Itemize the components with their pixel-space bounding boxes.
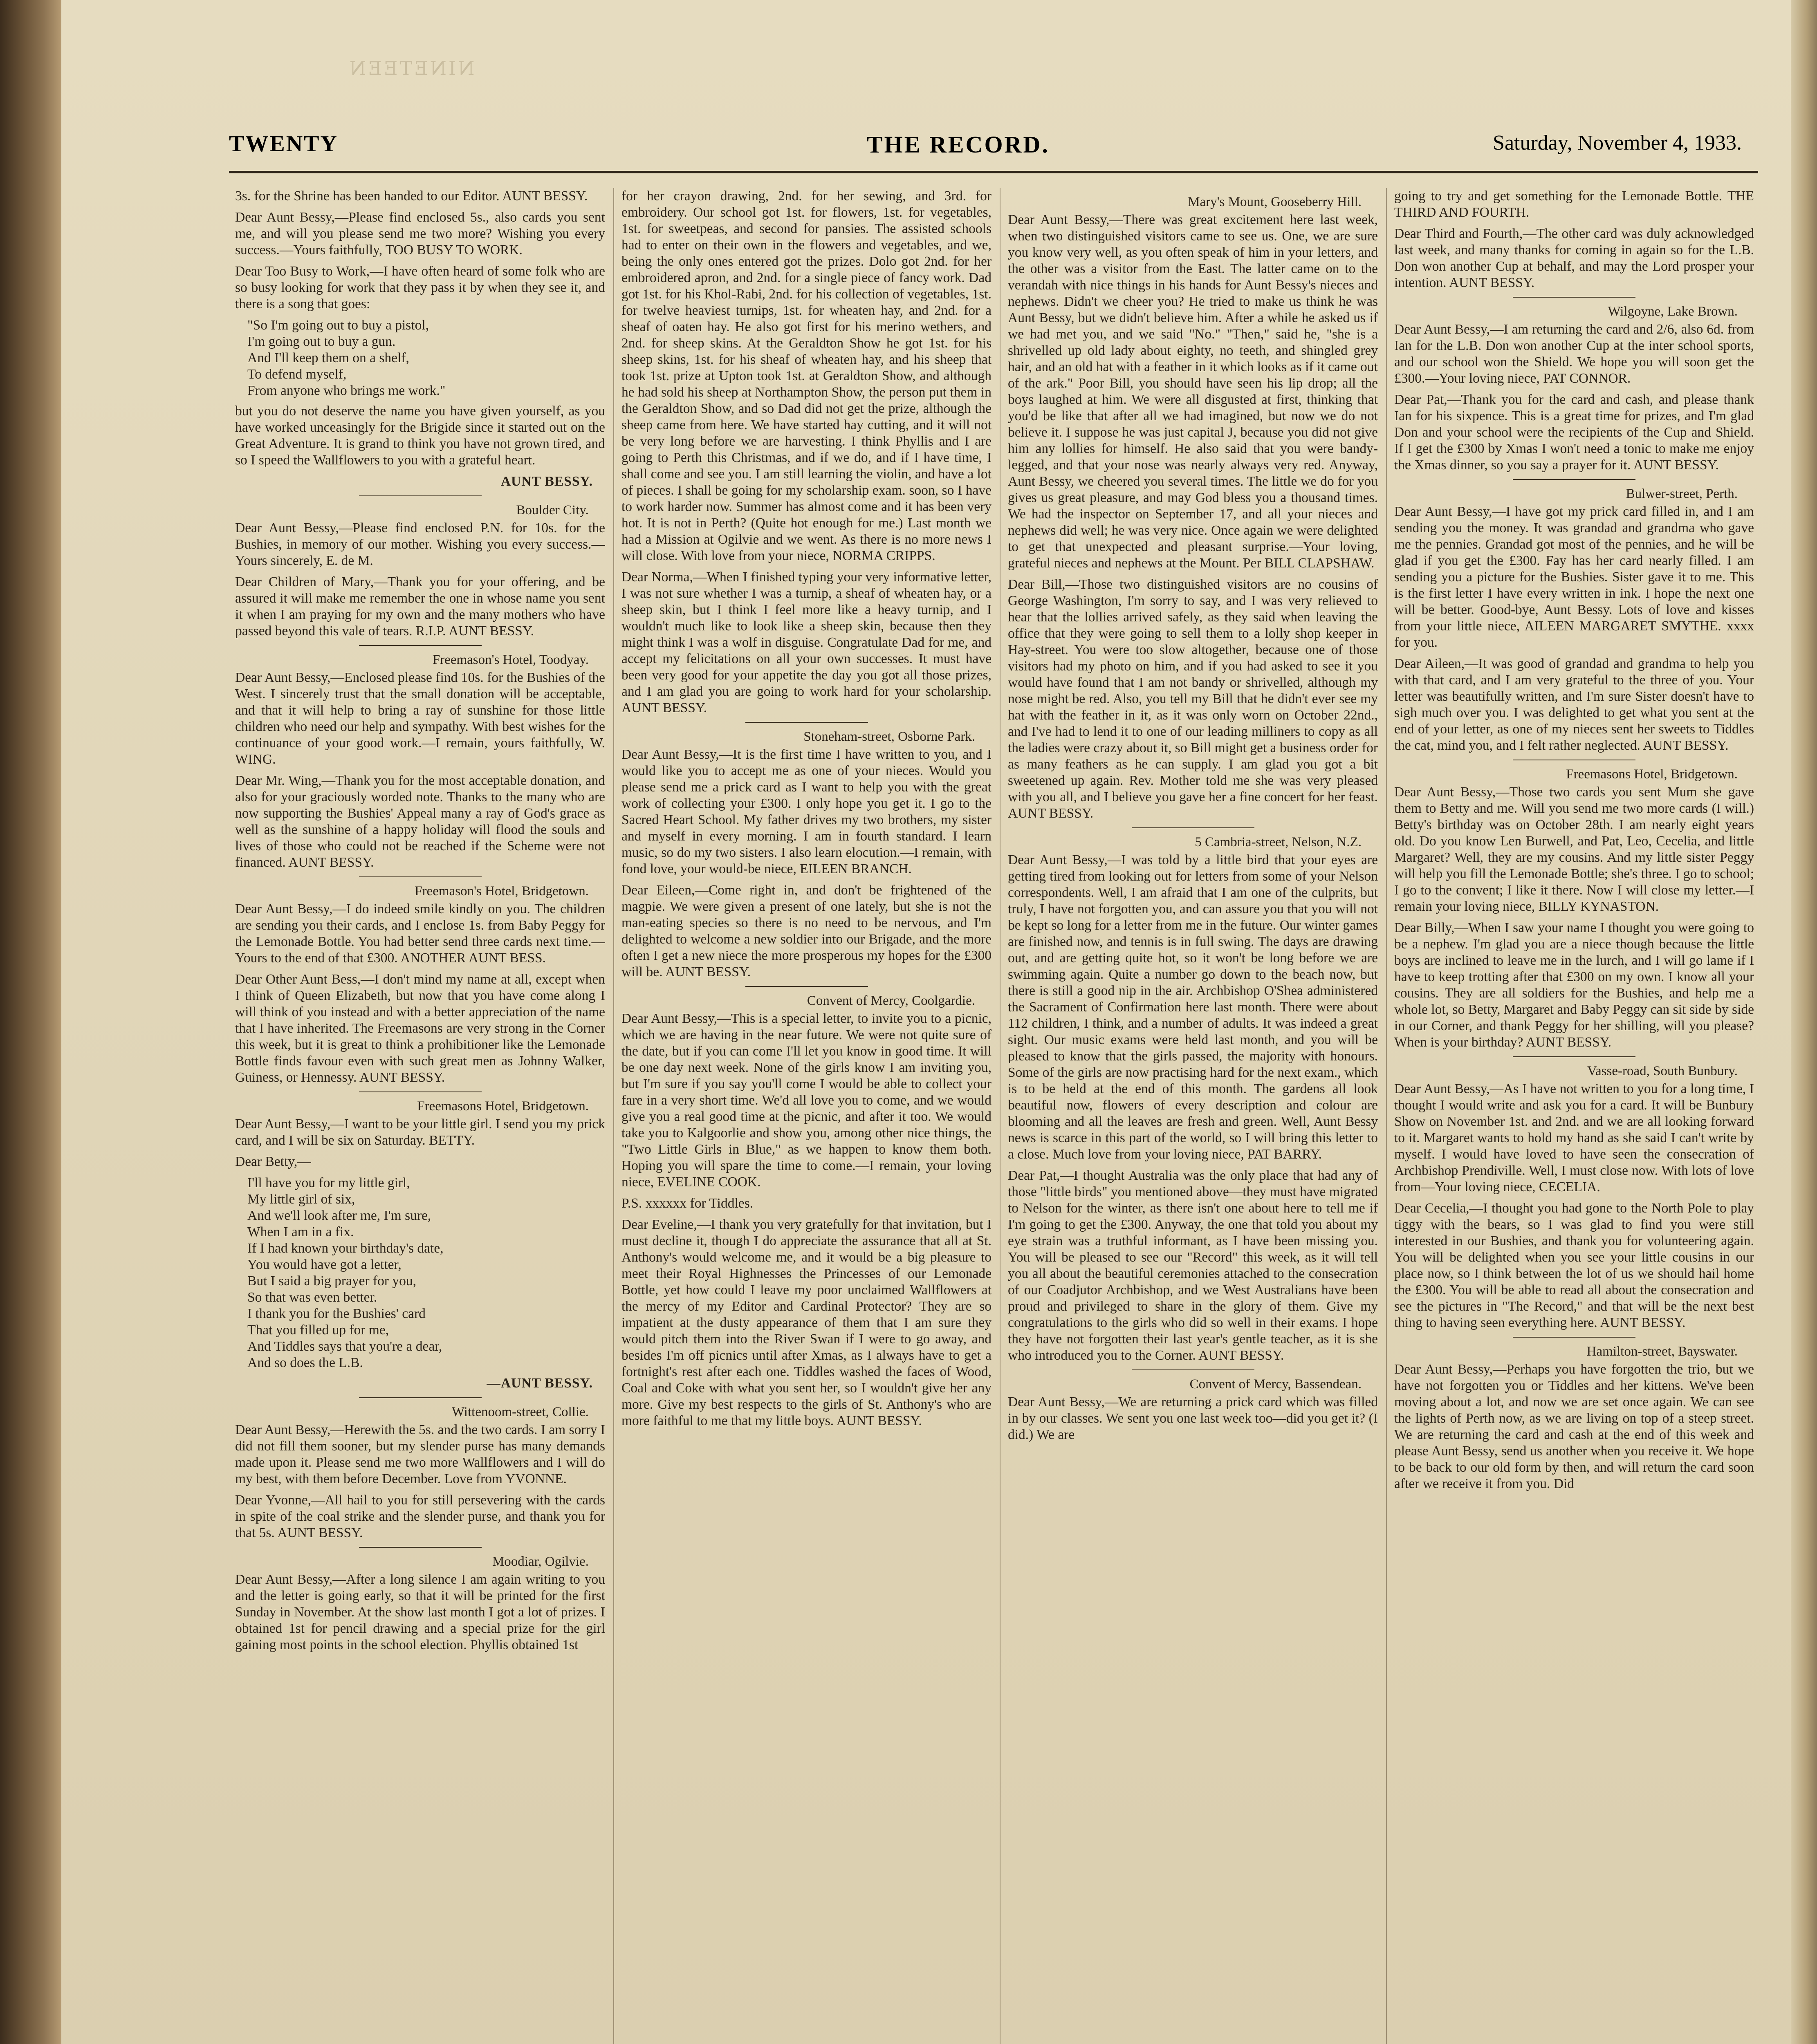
- letter-paragraph: 3s. for the Shrine has been handed to our Editor. AUNT BESSY.: [235, 188, 588, 204]
- letter-paragraph: Dear Eileen,—Come right in, and don't be frightened of the magpie. We were given a present of one lately, but she is not the man-eating species so there is no need to be nervous, and I'm delighted to welcome a new soldier into our Brigade, and the more often I get a new niece the more prosperous my hopes for the £300 will be. AUNT BESSY.: [621, 883, 991, 979]
- letter-paragraph: Dear Third and Fourth,—The other card was duly acknowledged last week, and many thanks for coming in again so for the L.B. Don won another Cup at behalf, and may the Lord prosper your intention. AUNT BESSY.: [1394, 226, 1754, 290]
- letter-paragraph: Dear Aunt Bessy,—After a long silence I am again writing to you and the letter is going early, so that it will be printed for the first Sunday in November. At the show last month I got a lot of prizes. I obtained 1st for pencil drawing and a special prize for the girl gaining most points in the school election. Phyllis obtained 1st: [235, 1572, 605, 1652]
- letter-paragraph: Dear Children of Mary,—Thank you for your offering, and be assured it will make me remember the one in whose name you sent it when I am praying for my own and the many mothers who have passed beyond this vale of tears. R.I.P. AUNT BESSY.: [235, 574, 605, 639]
- letter-paragraph: Dear Aunt Bessy,—I am returning the card and 2/6, also 6d. from Ian for the L.B. Don won another Cup at the inter school sports, and our school won the Shield. We hope you will soon get the £300.—Your loving niece, PAT CONNOR.: [1394, 322, 1754, 386]
- letter-separator: [1513, 297, 1635, 298]
- letter-address: Freemason's Hotel, Bridgetown.: [415, 884, 589, 899]
- letter-paragraph: P.S. xxxxxx for Tiddles.: [621, 1196, 754, 1211]
- column-3: [1008, 188, 1378, 2044]
- letter-paragraph: Dear Aunt Bessy,—Herewith the 5s. and the two cards. I am sorry I did not fill them sooner, but my slender purse has many demands made upon it. Please send me two more Wallflowers and I will do my best, with them before December. Love from YVONNE.: [235, 1422, 605, 1486]
- letter-paragraph: Dear Other Aunt Bess,—I don't mind my name at all, except when I think of Queen Elizabeth, but now that you have come along I will think of you instead and with a better appreciation of the name that I have inherited. The Freemasons are very strong in the Corner this week, but it is great to think a prohibitioner like the Lemonade Bottle finds favour even with such great men as Johnny Walker, Guiness, or Hennessy. AUNT BESSY.: [235, 972, 605, 1085]
- letter-address: Wittenoom-street, Collie.: [451, 1405, 589, 1419]
- column-4: [1394, 188, 1754, 2044]
- header-rule: [229, 171, 1758, 173]
- bleed-through-text: NINETEEN: [348, 57, 475, 79]
- letter-separator: [1513, 479, 1635, 480]
- letter-address: Freemason's Hotel, Toodyay.: [432, 652, 589, 667]
- letter-paragraph: Dear Pat,—Thank you for the card and cash, and please thank Ian for his sixpence. This is a great time for prizes, and I'm glad Don and your school were the recipients of the Cup and Shield. If I get the £300 by Xmas I won't need a tonic to make me enjoy the Xmas dinner, so you say a prayer for it. AUNT BESSY.: [1394, 392, 1754, 473]
- letter-paragraph: Dear Norma,—When I finished typing your very informative letter, I was not sure whether I was a turnip, a sheaf of wheaten hay, or a sheep skin, but I think I feel more like a heavy turnip, and I wouldn't much like to look like a sheep skin, because then they might think I was a wolf in disguise. Congratulate Dad for me, and accept my felicitations on all your own successes. It must have been very good for your appetite the day you got all those prizes, and I am glad you are going to work hard for your scholarship. AUNT BESSY.: [621, 569, 991, 715]
- letter-address: Moodiar, Ogilvie.: [492, 1554, 589, 1569]
- letter-address: Wilgoyne, Lake Brown.: [1608, 304, 1738, 319]
- column-2: [621, 188, 991, 2044]
- letter-paragraph: Dear Eveline,—I thank you very gratefully for that invitation, but I must decline it, though I do appreciate the assurance that all at St. Anthony's would welcome me, and it would be a big pleasure to meet their Royal Highnesses the Princesses of our Lemonade Bottle, yet how could I leave my poor unclaimed Wallflowers at the mercy of my Editor and Cardinal Protector? They are so impatient at the dusty appearance of them that I am sure they would pitch them into the River Swan if I were to go away, and besides I'm off picnics until after Xmas, as I always have to get a fortnight's rest after each one. Tiddles washed the faces of Wood, Coal and Coke with what you sent her, so I wouldn't give her any more. Give my best respects to the girls of St. Anthony's who are more faithful to me that my little boys. AUNT BESSY.: [621, 1217, 991, 1428]
- letter-address: Mary's Mount, Gooseberry Hill.: [1188, 195, 1362, 209]
- letter-paragraph: Dear Betty,—: [235, 1154, 311, 1169]
- column-divider: [1386, 188, 1387, 2044]
- letter-separator: [1132, 1369, 1254, 1370]
- letter-paragraph: Dear Aunt Bessy,—We are returning a prick card which was filled in by our classes. We sent you one last week too—did you get it? (I did.) We are: [1008, 1394, 1378, 1442]
- verse-block: I'll have you for my little girl, My little girl of six, And we'll look after me, I'm sure, When I am in a fix. If I had known your birthday's date, You would have got a letter, But I said a big prayer for you, So that was even better. I thank you for the Bushies' card That you filled up for me, And Tiddles says that you're a dear, And so does the L.B.: [247, 1175, 444, 1370]
- letter-paragraph: Dear Bill,—Those two distinguished visitors are no cousins of George Washington, I'm sorry to say, and I was very relieved to hear that the lollies arrived safely, as they said when leaving the office that they were going to sell them to a lolly shop keeper in Hay-street. You were too slow altogether, because one of those visitors had my photo on him, and if you had asked to see it you would have found that I am not bandy or shrivelled, although my nose might be red. Also, you tell my Bill that he didn't ever see my hat with the feather in it, as it was only worn on October 22nd., and I've had to lend it to one of our leading milliners to copy as all the ladies were crazy about it, so Bill might get a business order for as many feathers as he can supply. I am glad you got a bit sweetened up again. Rev. Mother told me she was very pleased with you all, and I believe you gave her a fine concert for her feast. AUNT BESSY.: [1008, 577, 1378, 821]
- page-header: [229, 123, 1742, 168]
- letter-address: Convent of Mercy, Bassendean.: [1189, 1377, 1362, 1392]
- letter-separator: [359, 645, 482, 646]
- letter-separator: [745, 986, 868, 987]
- verse-block: "So I'm going out to buy a pistol, I'm going out to buy a gun. And I'll keep them on a shelf, To defend myself, From anyone who brings me work.": [247, 318, 446, 398]
- letter-address: Freemasons Hotel, Bridgetown.: [1566, 767, 1738, 782]
- letter-address: Vasse-road, South Bunbury.: [1587, 1064, 1738, 1078]
- letter-paragraph: Dear Aunt Bessy,—Enclosed please find 10s. for the Bushies of the West. I sincerely trust that the small donation will be acceptable, and that it will help to bring a ray of sunshine for those little children who need our help and sympathy. With best wishes for the continuance of your good work.—I remain, yours faithfully, W. WING.: [235, 670, 605, 767]
- letter-separator: [1132, 827, 1254, 828]
- letter-paragraph: Dear Aunt Bessy,—Please find enclosed 5s., also cards you sent me, and will you please send me two more? Wishing you every success.—Yours faithfully, TOO BUSY TO WORK.: [235, 210, 605, 258]
- letter-paragraph: Dear Mr. Wing,—Thank you for the most acceptable donation, and also for your graciously worded note. Thanks to the many who are now supporting the Bushies' Appeal many a ray of God's grace as well as the sunshine of a happy holiday will flood the souls and lives of those who could not be reached if the Scheme were not financed. AUNT BESSY.: [235, 773, 605, 870]
- letter-separator: [745, 722, 868, 723]
- letter-address: Bulwer-street, Perth.: [1626, 486, 1738, 501]
- letter-separator: [359, 1091, 482, 1092]
- letter-paragraph: Dear Aileen,—It was good of grandad and grandma to help you with that card, and I am very grateful to the three of you. Your letter was beautifully written, and I'm sure Sister doesn't have to sigh much over you. I was delighted to get what you sent at the end of your letter, as one of my nieces sent her sweets to Tiddles the cat, mind you, and I felt rather neglected. AUNT BESSY.: [1394, 656, 1754, 753]
- issue-date: Saturday, November 4, 1933.: [1493, 131, 1742, 155]
- letter-paragraph: Dear Aunt Bessy,—Perhaps you have forgotten the trio, but we have not forgotten you or Tiddles and her kittens. We've been moving about a lot, and now we are set once again. We can see the lights of Perth now, as we are living on top of a steep street. We are returning the card and cash at the end of this week and please Aunt Bessy, send us another when you receive it. We hope to be back to our old form by then, and will return the card soon after we receive it from you. Did: [1394, 1362, 1754, 1491]
- page-edge: [1791, 0, 1817, 2044]
- letter-paragraph: for her crayon drawing, 2nd. for her sewing, and 3rd. for embroidery. Our school got 1st. for flowers, 1st. for vegetables, 1st. for sweetpeas, and second for pansies. The assisted schools had to enter on their own in the flowers and vegetables, and we, being the only ones entered got the prizes. Dolo got 2nd. for her embroidered apron, and 2nd. for a single piece of fancy work. Dad got 1st. for his Khol-Rabi, 2nd. for his collection of vegetables, 1st. for twelve heaviest turnips, 1st. for wheaten hay, and 2nd. for a sheaf of oaten hay. He also got first for his merino wethers, and 2nd. for sheep skins. At the Geraldton Show he got 1st. for his sheep skins, 1st. for his sheaf of wheaten hay, and his sheep that took 1st. prize at Upton took 1st. at Geraldton Show, and although he had sold his sheep at Northampton Show, the person put them in the Geraldton Show, and so Dad did not get the prize, although the sheep came from here. We have started hay cutting, and it will not be very long before we are harvesting. I think Phyllis and I are going to Perth this Christmas, and if we do, and if I have time, I shall come and see you. I am still learning the violin, and have a lot of pieces. I shall be going for my scholarship exam. soon, so I have to work harder now. Summer has almost come and it has been very hot. It is not in Perth? (Quite hot enough for me.) Last month we had a Mission at Ogilvie and we went. As there is no more news I will close. With love from your niece, NORMA CRIPPS.: [621, 188, 991, 563]
- letter-paragraph: Dear Aunt Bessy,—This is a special letter, to invite you to a picnic, which we are having in the near future. We were not quite sure of the date, but if you can come I'll let you know in good time. It will be one day next week. None of the girls know I am inviting you, but I'm sure if you say you'll come I would be able to collect your fare in a very short time. We'd all love you to come, and we would give you a real good time at the picnic, and after it too. We would take you to Kalgoorlie and show you, among other nice things, the "Two Little Girls in Blue," as we happen to know them both. Hoping you will spare the time to come.—I remain, your loving niece, EVELINE COOK.: [621, 1011, 991, 1190]
- letter-paragraph: Dear Aunt Bessy,—Please find enclosed P.N. for 10s. for the Bushies, in memory of our mother. Wishing you every success.—Yours sincerely, E. de M.: [235, 520, 605, 568]
- letter-separator: [1513, 1056, 1635, 1057]
- letter-paragraph: Dear Aunt Bessy,—Those two cards you sent Mum she gave them to Betty and me. Will you send me two more cards (I will.) Betty's birthday was on October 28th. I am nearly eight years old. Do you know Len Burwell, and Pat, Leo, Cecelia, and little Margaret? Well, they are my cousins. And my little sister Peggy will help you fill the Lemonade Bottle; she's three. I go to school; I go to the convent; I like it there. Now I will close my letter.—I remain your loving niece, BILLY KYNASTON.: [1394, 784, 1754, 914]
- letter-paragraph: Dear Too Busy to Work,—I have often heard of some folk who are so busy looking for work that they pass it by when they see it, and there is a song that goes:: [235, 264, 605, 312]
- letter-signature: AUNT BESSY.: [500, 474, 593, 489]
- letter-separator: [359, 1397, 482, 1398]
- letter-address: Stoneham-street, Osborne Park.: [803, 729, 975, 744]
- book-binding: [0, 0, 61, 2044]
- letter-paragraph: Dear Billy,—When I saw your name I thought you were going to be a nephew. I'm glad you are a niece though because the little boys are inclined to leave me in the lurch, and I will go lame if I have to keep trotting after that £300 on my own. I know all your cousins. They are all soldiers for the Bushies, and help me a whole lot, so Betty, Margaret and Baby Peggy can sit side by side in our Corner, and thank Peggy for her shilling, will you please? When is your birthday? AUNT BESSY.: [1394, 920, 1754, 1050]
- letter-address: Boulder City.: [516, 503, 589, 518]
- letter-address: Convent of Mercy, Coolgardie.: [807, 993, 975, 1008]
- page-number-label: TWENTY: [229, 131, 338, 157]
- letter-paragraph: Dear Aunt Bessy,—I do indeed smile kindly on you. The children are sending you their cards, and I enclose 1s. from Baby Peggy for the Lemonade Bottle. You had better send three cards next time.—Yours to the end of that £300. ANOTHER AUNT BESS.: [235, 901, 605, 966]
- letter-paragraph: Dear Yvonne,—All hail to you for still persevering with the cards in spite of the coal strike and the slender purse, and thank you for that 5s. AUNT BESSY.: [235, 1493, 605, 1540]
- letter-separator: [359, 495, 482, 496]
- column-1: [235, 188, 605, 2044]
- letter-paragraph: Dear Aunt Bessy,—As I have not written to you for a long time, I thought I would write and ask you for a card. It will be Bunbury Show on November 1st. and 2nd. and we are all looking forward to it. Margaret wants to hold my hand as she said I can't write by myself. I would have loved to have seen the consecration of Archbishop Prendiville. Well, I must close now. With lots of love from—Your loving niece, CECELIA.: [1394, 1081, 1754, 1195]
- letter-paragraph: Dear Pat,—I thought Australia was the only place that had any of those "little birds" you mentioned above—they must have migrated to Nelson for the winter, as there isn't one about here to tell me if I'm going to get the £300. Anyway, the one that told you about my eye strain was a truthful informant, as I have been missing you. You will be pleased to see our "Record" this week, as it will tell you all about the beautiful ceremonies attached to the consecration of our Coadjutor Archbishop, and we West Australians have been proud and privileged to share in the glory of them. Give my congratulations to the girls who did so well in their exams. I hope they have not forgotten their last year's gentle teacher, as it is she who introduced you to the Corner. AUNT BESSY.: [1008, 1168, 1378, 1363]
- letter-address: Hamilton-street, Bayswater.: [1586, 1344, 1738, 1359]
- letter-paragraph: but you do not deserve the name you have given yourself, as you have worked unceasingly for the Brigide since it started out on the Great Adventure. It is grand to think you have not grown tired, and so I speed the Wallflowers to you with a grateful heart.: [235, 403, 605, 468]
- letter-paragraph: Dear Aunt Bessy,—It is the first time I have written to you, and I would like you to accept me as one of your nieces. Would you please send me a prick card as I want to help you with the great work of collecting your £300. I only hope you get it. I go to the Sacred Heart School. My father drives my two brothers, my sister and myself in every morning. I am in fourth standard. I learn music, so do my two sisters. I also learn elocution.—I remain, with fond love, your would-be niece, EILEEN BRANCH.: [621, 747, 991, 876]
- letter-paragraph: Dear Aunt Bessy,—I want to be your little girl. I send you my prick card, and I will be six on Saturday. BETTY.: [235, 1116, 605, 1148]
- newspaper-title: THE RECORD.: [867, 131, 1050, 158]
- letter-separator: [359, 1547, 482, 1548]
- letter-paragraph: going to try and get something for the Lemonade Bottle. THE THIRD AND FOURTH.: [1394, 188, 1754, 220]
- letter-paragraph: Dear Aunt Bessy,—I was told by a little bird that your eyes are getting tired from looking out for letters from some of your Nelson correspondents. Well, I am afraid that I am one of the culprits, but truly, I have not forgotten you, and can assure you that you will not be kept so long for a letter from me in the future. Our winter games are finished now, and tennis is in full swing. The days are drawing out, and are getting quite hot, so it won't be long before we are swimming again. Quite a number go down to the beach now, but there is still a good nip in the air. Archbishop O'Shea administered the Sacrament of Confirmation here last month. There were about 112 children, I think, and a number of adults. It was indeed a great sight. Our music exams were held last month, and you will be pleased to know that the girls passed, the majority with honours. Some of the girls are now practising hard for the next exam., which is to be held at the end of this month. The gardens all look beautiful now, flowers of every description and colour are blooming and all the leaves are fresh and green. Well, Aunt Bessy news is scarce in this part of the world, so I will bring this letter to a close. Much love from your loving niece, PAT BARRY.: [1008, 852, 1378, 1162]
- letter-paragraph: Dear Aunt Bessy,—There was great excitement here last week, when two distinguished visitors came to see us. One, we are sure you know very well, as you often speak of him in your letters, and the other was a visitor from the East. The latter came on to the verandah with nice things in his hands for Aunt Bessy's nieces and nephews. Didn't we cheer you? He tried to make us think he was Aunt Bessy, but we didn't believe him. After a while he asked us if we had met you, and we said "No." "Then," said he, "she is a shrivelled up old lady about eighty, no teeth, and shingled grey hair, and an old hat with a feather in it which looks as if it came out of the ark." Poor Bill, you should have seen his lip drop; all the boys laughed at him. We were all disgusted at first, thinking that you'd be like that after all we had imagined, but now we do not believe it. I suppose he was just capital J, because you did not give him any lollies for himself. He also said that you were bandy-legged, and that your nose was nearly always very red. Anyway, Aunt Bessy, we cheered you several times. The little we do for you gives us great pleasure, and may God bless you a thousand times. We had the inspector on September 17, and all your nieces and nephews did well; he was very nice. Once again we were delighted to get that unexpected and pleasant surprise.—Your loving, grateful nieces and nephews at the Mount. Per BILL CLAPSHAW.: [1008, 212, 1378, 571]
- letter-paragraph: Dear Cecelia,—I thought you had gone to the North Pole to play tiggy with the bears, so I was glad to find you were still interested in our Bushies, and thank you for volunteering again. You will be delighted when you see your little cousins in our place now, so I think between the lot of us we should hail home the £300. You will be able to read all about the consecration and see the pictures in "The Record," and that will be the next best thing to having seen everything here. AUNT BESSY.: [1394, 1201, 1754, 1330]
- letter-separator: [359, 876, 482, 877]
- letter-address: 5 Cambria-street, Nelson, N.Z.: [1195, 835, 1362, 849]
- column-divider: [613, 188, 614, 2044]
- letter-separator: [1513, 1337, 1635, 1338]
- letter-signature: —AUNT BESSY.: [487, 1376, 593, 1391]
- letter-address: Freemasons Hotel, Bridgetown.: [417, 1099, 589, 1114]
- letter-paragraph: Dear Aunt Bessy,—I have got my prick card filled in, and I am sending you the money. It was grandad and grandma who gave me the pennies. Grandad got most of the pennies, and he will be glad if you get the £300. Fay has her card nearly filled. I am sending you a picture for the Bushies. Sister gave it to me. This is the first letter I have every written in ink. I hope the next one will be better. Good-bye, Aunt Bessy. Lots of love and kisses from your little niece, AILEEN MARGARET SMYTHE. xxxx for you.: [1394, 504, 1754, 650]
